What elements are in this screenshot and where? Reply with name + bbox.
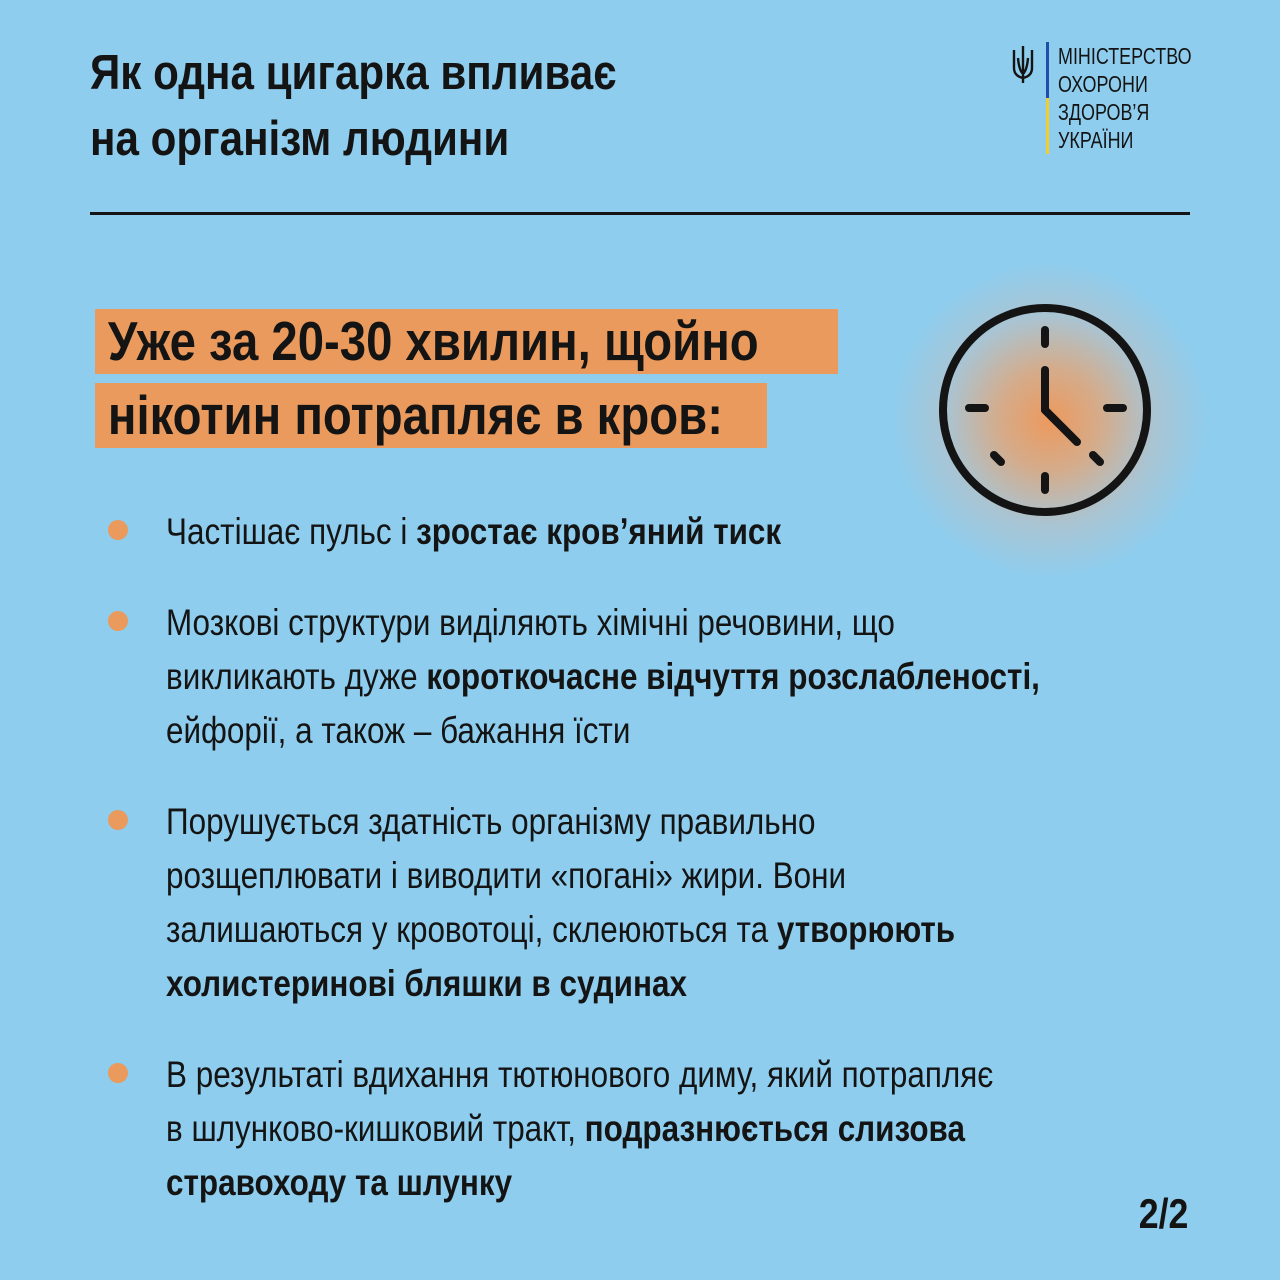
- header-divider: [90, 212, 1190, 215]
- highlight-text-1: Уже за 20-30 хвилин, щойно: [107, 310, 759, 372]
- logo-line-4: УКРАЇНИ: [1058, 127, 1134, 153]
- bullet-4-bold-b: стравоходу та шлунку: [166, 1162, 513, 1203]
- highlight-line-1: [95, 309, 838, 374]
- logo-line-1: МІНІСТЕРСТВО: [1058, 43, 1192, 69]
- bullet-4-line-1: В результаті вдихання тютюнового диму, який потрапляє: [166, 1054, 994, 1095]
- ministry-logo: [1010, 42, 1229, 154]
- highlight-line-2: [95, 383, 767, 448]
- bullet-3-bold-a: утворюють: [776, 909, 956, 950]
- list-item: [108, 1048, 1280, 1210]
- bullet-dot: [108, 520, 128, 540]
- bullet-text: [166, 1048, 1186, 1210]
- logo-line-2: ОХОРОНИ: [1058, 71, 1148, 97]
- page-title: [90, 40, 616, 172]
- logo-line-3: ЗДОРОВ’Я: [1058, 99, 1150, 125]
- logo-color-bar: [1046, 42, 1049, 154]
- list-item: [108, 505, 1280, 559]
- trident-icon: [1010, 44, 1036, 84]
- bullet-3-bold-b: холистеринові бляшки в судинах: [166, 963, 687, 1004]
- bullet-text: [166, 795, 1186, 1011]
- page-number: 2/2: [1138, 1190, 1188, 1237]
- bullet-4-bold-a: подразнюється слизова: [584, 1108, 965, 1149]
- bullet-3-line-2: розщеплювати і виводити «погані» жири. Вони: [166, 855, 847, 896]
- bullet-2-line-1: Мозкові структури виділяють хімічні речовини, що: [166, 602, 895, 643]
- bullet-dot: [108, 611, 128, 631]
- bullet-text: [166, 596, 1186, 758]
- clock-icon: [935, 300, 1155, 520]
- title-line-2: на організм людини: [90, 112, 510, 166]
- bullet-dot: [108, 1063, 128, 1083]
- bullet-4-line-2: в шлунково-кишковий тракт,: [166, 1108, 585, 1149]
- bullet-3-line-3: залишаються у кровотоці, склеюються та: [166, 909, 777, 950]
- bullet-list: [108, 505, 1280, 1247]
- bullet-text: [166, 505, 1186, 559]
- highlight-text-2: нікотин потрапляє в кров:: [107, 384, 723, 446]
- bullet-1-bold: зростає кров’яний тиск: [416, 511, 782, 552]
- bullet-2-line-2: викликають дуже: [166, 656, 427, 697]
- list-item: [108, 596, 1280, 758]
- list-item: [108, 795, 1280, 1011]
- bullet-3-line-1: Порушується здатність організму правильно: [166, 801, 816, 842]
- bullet-2-line-3: ейфорії, а також – бажання їсти: [166, 710, 631, 751]
- bullet-1-text: Частішає пульс і: [166, 511, 417, 552]
- bullet-dot: [108, 810, 128, 830]
- logo-text: [1058, 42, 1192, 154]
- title-line-1: Як одна цигарка впливає: [90, 46, 617, 100]
- bullet-2-bold: короткочасне відчуття розслабленості,: [426, 656, 1040, 697]
